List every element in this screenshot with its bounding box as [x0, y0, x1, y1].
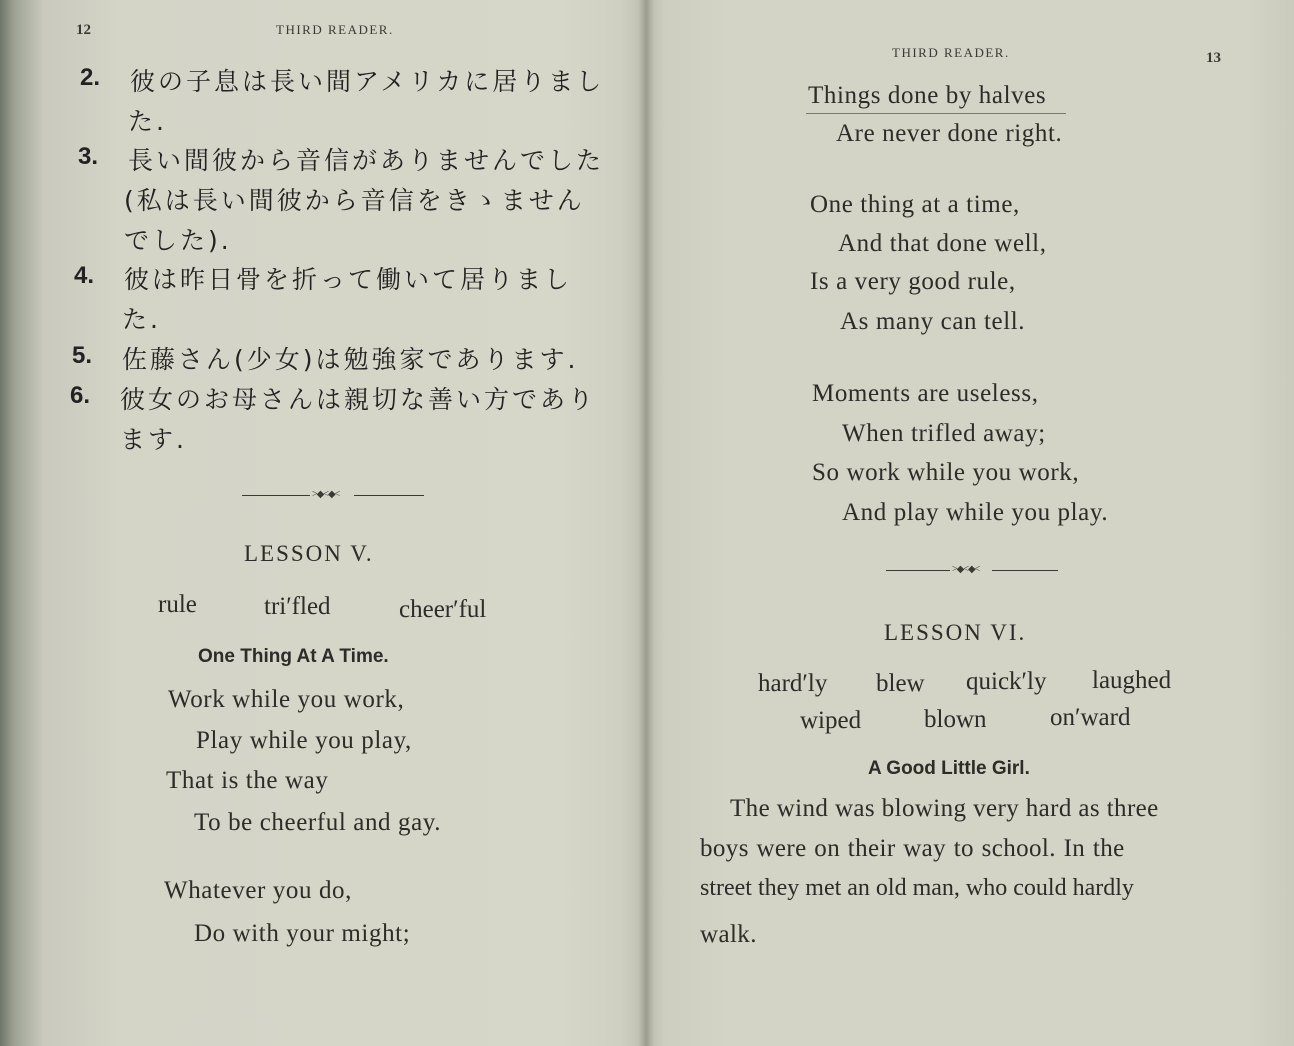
faint-rule	[806, 113, 1066, 114]
vocab-word: blown	[924, 706, 987, 733]
section-title: One Thing At A Time.	[198, 646, 389, 667]
sentence-line: (私は長い間彼から音信をきゝません	[124, 186, 585, 215]
running-header: THIRD READER.	[892, 45, 1010, 60]
lesson-heading: LESSON V.	[244, 541, 374, 566]
prose-line: The wind was blowing very hard as three	[730, 795, 1159, 822]
poem-line: One thing at a time,	[810, 191, 1020, 218]
poem-line: To be cheerful and gay.	[194, 809, 442, 836]
ornamental-divider: >◆<◆<	[886, 564, 1058, 576]
sentence-line: 彼の子息は長い間アメリカに居りまし	[130, 67, 605, 96]
sentence-line: 佐藤さん(少女)は勉強家であります.	[122, 345, 579, 374]
poem-line: And play while you play.	[842, 499, 1109, 526]
sentence-line: ます.	[120, 425, 187, 454]
vocab-word: on′ward	[1050, 704, 1131, 731]
poem-line: Are never done right.	[836, 120, 1063, 147]
sentence-number: 5.	[72, 342, 93, 369]
poem-line: When trifled away;	[842, 420, 1046, 447]
poem-line: Play while you play,	[196, 727, 412, 754]
vocab-word: wiped	[800, 707, 862, 734]
poem-line: Is a very good rule,	[810, 268, 1016, 295]
vocab-word: laughed	[1092, 667, 1172, 694]
ornamental-divider: >◆<◆<	[242, 489, 424, 501]
page-number: 12	[76, 22, 91, 38]
poem-line: And that done well,	[838, 230, 1047, 257]
sentence-number: 6.	[70, 382, 91, 409]
vocab-word: quick′ly	[966, 668, 1047, 695]
sentence-line: 彼女のお母さんは親切な善い方であり	[120, 385, 597, 414]
poem-line: So work while you work,	[812, 459, 1080, 486]
sentence-line: 彼は昨日骨を折って働いて居りまし	[124, 265, 573, 294]
book-gutter	[638, 0, 654, 1046]
sentence-line: た.	[122, 305, 161, 334]
vocab-word: blew	[876, 670, 925, 697]
sentence-number: 2.	[80, 64, 101, 91]
sentence-line: でした).	[124, 226, 232, 255]
poem-line: Moments are useless,	[812, 380, 1039, 407]
poem-line: Whatever you do,	[164, 877, 353, 904]
page-number: 13	[1206, 50, 1221, 66]
vocab-word: tri′fled	[264, 593, 331, 620]
poem-line: As many can tell.	[840, 308, 1026, 335]
sentence-number: 3.	[78, 143, 99, 170]
sentence-line: 長い間彼から音信がありませんでした	[128, 146, 605, 175]
poem-line: Do with your might;	[194, 920, 411, 947]
prose-line: street they met an old man, who could hardly	[700, 875, 1134, 901]
vocab-word: rule	[158, 591, 197, 618]
prose-line: walk.	[700, 921, 757, 948]
vocab-word: cheer′ful	[399, 596, 487, 623]
running-header: THIRD READER.	[276, 22, 394, 37]
prose-line: boys were on their way to school. In the	[700, 835, 1125, 862]
sentence-number: 4.	[74, 262, 95, 289]
left-page	[0, 0, 646, 1046]
section-title: A Good Little Girl.	[868, 758, 1030, 779]
sentence-line: た.	[128, 107, 167, 136]
poem-line: That is the way	[166, 767, 329, 794]
right-page	[646, 0, 1294, 1046]
vocab-word: hard′ly	[758, 670, 828, 697]
lesson-heading: LESSON VI.	[884, 620, 1027, 645]
poem-line: Things done by halves	[808, 82, 1047, 109]
poem-line: Work while you work,	[168, 686, 405, 713]
